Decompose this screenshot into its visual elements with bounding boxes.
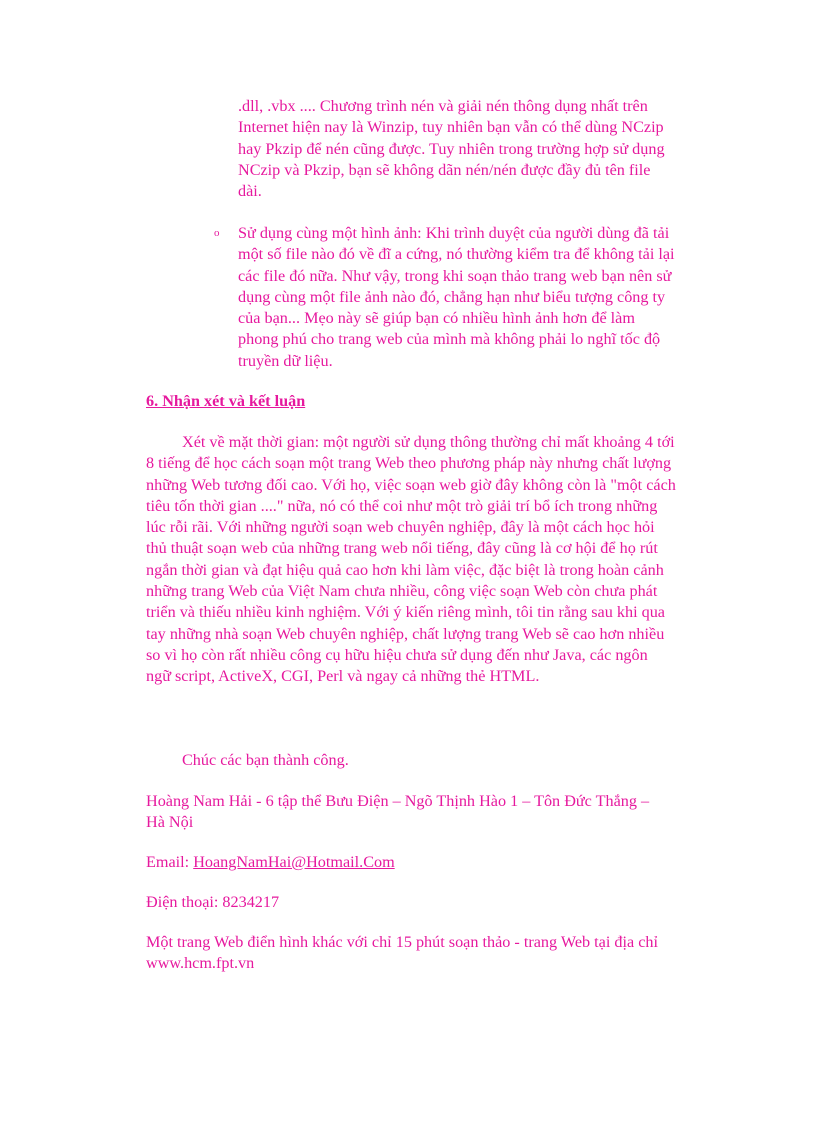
conclusion-paragraph: Xét về mặt thời gian: một người sử dụng thông thường chỉ mất khoảng 4 tới 8 tiếng để học cách soạn một trang Web theo phương pháp này nhưng chất lượng những Web tương đối cao. Với họ, việc soạn web giờ đây không còn là "một cách tiêu tốn thời gian ...." nữa, nó có thể coi như một trò giải trí bổ ích trong những lúc rỗi rãi. Với những người soạn web chuyên nghiệp, đây là một cách học hỏi thủ thuật soạn web của những trang web nổi tiếng, đây cũng là cơ hội để họ rút ngắn thời gian và đạt hiệu quả cao hơn khi làm việc, đặc biệt là trong hoàn cảnh những trang Web của Việt Nam chưa nhiều, công việc soạn Web còn chưa phát triển và thiếu nhiều kinh nghiệm. Với ý kiến riêng mình, tôi tin rằng sau khi qua tay những nhà soạn Web chuyên nghiệp, chất lượng trang Web sẽ cao hơn nhiều so vì họ còn rất nhiều công cụ hữu hiệu chưa sử dụng đến như Java, các ngôn ngữ script, ActiveX, CGI, Perl và ngay cả những thẻ HTML. <box>146 433 676 686</box>
continued-paragraph: .dll, .vbx .... Chương trình nén và giải nén thông dụng nhất trên Internet hiện nay là Winzip, tuy nhiên bạn vẫn có thể dùng NCzip hay Pkzip để nén cũng được. Tuy nhiên trong trường hợp sử dụng NCzip và Pkzip, bạn sẽ không dãn nén/nén được đầy đủ tên file dài. <box>238 97 665 201</box>
email-label: Email: <box>146 853 194 871</box>
bullet-paragraph: Sử dụng cùng một hình ảnh: Khi trình duyệt của người dùng đã tải một số file nào đó về đĩ a cứng, nó thường kiểm tra để không tải lại các file đó nữa. Như vậy, trong khi soạn thảo trang web bạn nên sử dụng cùng một file ảnh nào đó, chẳng hạn như biểu tượng công ty của bạn... Mẹo này sẽ giúp bạn có nhiều hình ảnh hơn để làm phong phú cho trang web của mình mà không phải lo nghĩ tốc độ truyền dữ liệu. <box>238 224 675 370</box>
phone-line: Điện thoại: 8234217 <box>146 893 280 911</box>
section-heading: 6. Nhận xét và kết luận <box>146 392 306 410</box>
email-line <box>146 852 395 873</box>
author-address: Hoàng Nam Hải - 6 tập thể Bưu Điện – Ngõ Thịnh Hào 1 – Tôn Đức Thắng – Hà Nội <box>146 792 650 832</box>
final-paragraph: Một trang Web điển hình khác với chỉ 15 phút soạn thảo - trang Web tại địa chỉ www.hcm.fpt.vn <box>146 933 658 973</box>
bullet-circle-icon: o <box>214 227 220 239</box>
thanks-line: Chúc các bạn thành công. <box>182 751 349 769</box>
email-link[interactable]: HoangNamHai@Hotmail.Com <box>193 853 395 871</box>
